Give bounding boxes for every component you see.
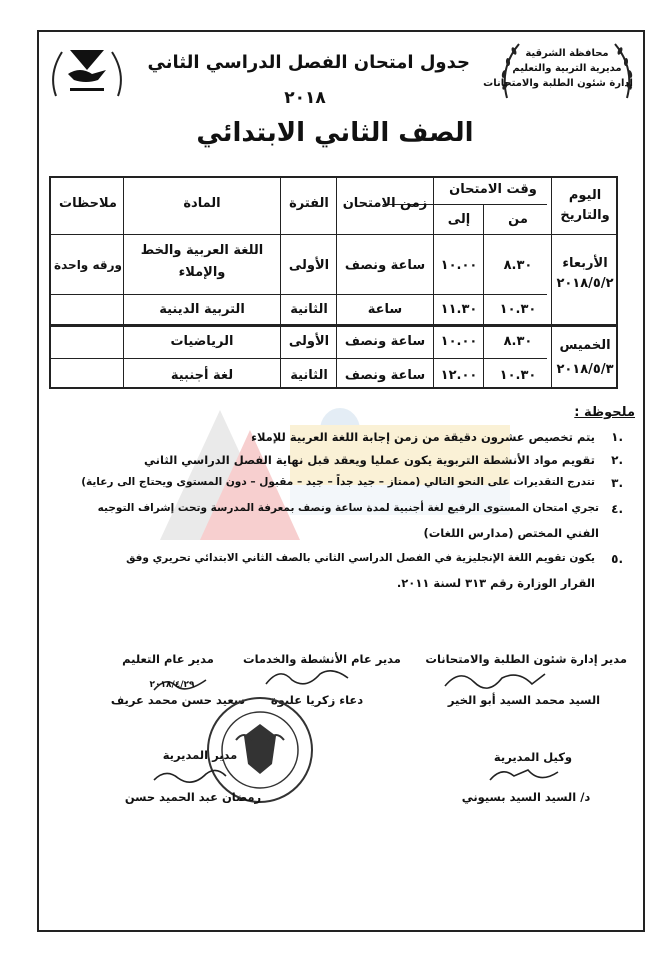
header-exam-time: وقت الامتحان [449,182,537,197]
note-3-number: ٣. [611,476,623,490]
row-2-duration: ساعة [367,302,403,317]
row-2-from: ١٠.٣٠ [499,302,537,317]
row-3-from: ٨.٣٠ [503,334,533,349]
education-director-date: ٢٠١٨/٤/٢٩ [149,680,195,690]
header-to: إلى [447,212,471,227]
row-1-to: ١٠.٠٠ [440,258,478,273]
grade-title: الصف الثاني الابتدائي [196,118,474,148]
gov-line-1: محافظة الشرقية [525,48,609,59]
row-1-subject: اللغة العربية والخط والإملاء [140,243,264,280]
header-day-date: اليوم والتاريخ [560,188,610,223]
row-1-period: الأولى [288,258,330,273]
row-4-period: الثانية [290,368,328,383]
row-1-duration: ساعة ونصف [344,258,426,273]
gov-line-2: مديرية التربية والتعليم [512,63,622,74]
exams-director-signature [440,664,550,694]
day-1-date: ٢٠١٨/٥/٢ [556,276,614,291]
note-5-text-continued: القرار الوزارة رقم ٣١٣ لسنة ٢٠١١. [396,576,595,590]
ministry-logo [48,44,126,100]
exams-director-title: مدير إدارة شئون الطلبة والامتحانات [425,652,627,666]
row-2-to: ١١.٣٠ [440,302,478,317]
header-period: الفترة [289,196,329,211]
director-signature [150,764,230,788]
education-director-title: مدير عام التعليم [122,652,214,666]
activities-director-signature [262,664,352,692]
row-1-from: ٨.٣٠ [503,258,533,273]
note-4-text: تجري امتحان المستوى الرفيع لغة أجنبية لمدة ساعة ونصف بمعرفة المدرسة وتحت إشراف التوجيه [97,502,599,514]
note-4-number: ٤. [611,502,623,516]
header-subject: المادة [183,196,221,211]
row-2-period: الثانية [290,302,328,317]
header-notes: ملاحظات [59,196,117,211]
row-3-period: الأولى [288,334,330,349]
note-2-text: تقويم مواد الأنشطة التربوية يكون عمليا ويعقد قبل نهاية الفصل الدراسي الثاني [144,453,595,467]
deputy-signature [484,762,564,788]
row-3-subject: الرياضيات [170,334,234,349]
note-3-text: تتدرج التقديرات على النحو التالي (ممتاز – جيد جداً – جيد – مقبول – دون المستوى ويحتاج الى رعاية) [81,476,595,488]
governorate-block [483,46,633,91]
exam-schedule-table [49,176,618,389]
note-5-text: يكون تقويم اللغة الإنجليزية في الفصل الدراسي الثاني بالصف الثاني الابتدائي تحريري وفق [126,552,595,564]
note-2-number: ٢. [611,453,623,467]
exams-director-name: السيد محمد السيد أبو الخير [447,693,601,707]
activities-director-title: مدير عام الأنشطة والخدمات [243,652,401,666]
note-5-number: ٥. [611,552,623,566]
day-2-name: الخميس [559,338,611,353]
note-1-number: ١. [611,430,623,444]
row-4-to: ١٢.٠٠ [440,368,478,383]
row-4-from: ١٠.٣٠ [499,368,537,383]
row-3-duration: ساعة ونصف [344,334,426,349]
notes-heading: ملحوظة : [574,405,635,420]
header-duration: زمن الامتحان [342,196,428,211]
activities-director-name: دعاء زكريا عليوة [270,693,364,707]
exam-year: ٢٠١٨ [284,88,326,108]
note-1-text: يتم تخصيص عشرون دقيقة من زمن إجابة اللغة العربية للإملاء [251,430,595,444]
day-2-date: ٢٠١٨/٥/٣ [556,362,614,377]
deputy-name: د/ السيد السيد بسيوني [461,790,591,804]
gov-line-3: إدارة شئون الطلبة والامتحانات [483,78,633,89]
note-4-text-continued: الفني المختص (مدارس اللغات) [423,526,599,540]
deputy-title: وكيل المديرية [493,750,573,764]
day-1-name: الأربعاء [562,256,608,271]
header-from: من [508,212,528,227]
education-director-name: سعيد حسن محمد عريف [110,693,246,707]
row-1-note: ورقه واحدة [54,258,122,272]
director-name: رمضان عبد الحميد حسن [124,790,262,804]
row-2-subject: التربية الدينية [159,302,245,317]
row-4-duration: ساعة ونصف [344,368,426,383]
director-title: مدير المديرية [162,748,238,762]
row-4-subject: لغة أجنبية [170,368,234,383]
row-3-to: ١٠.٠٠ [440,334,478,349]
page-title: جدول امتحان الفصل الدراسي الثاني [147,52,470,73]
